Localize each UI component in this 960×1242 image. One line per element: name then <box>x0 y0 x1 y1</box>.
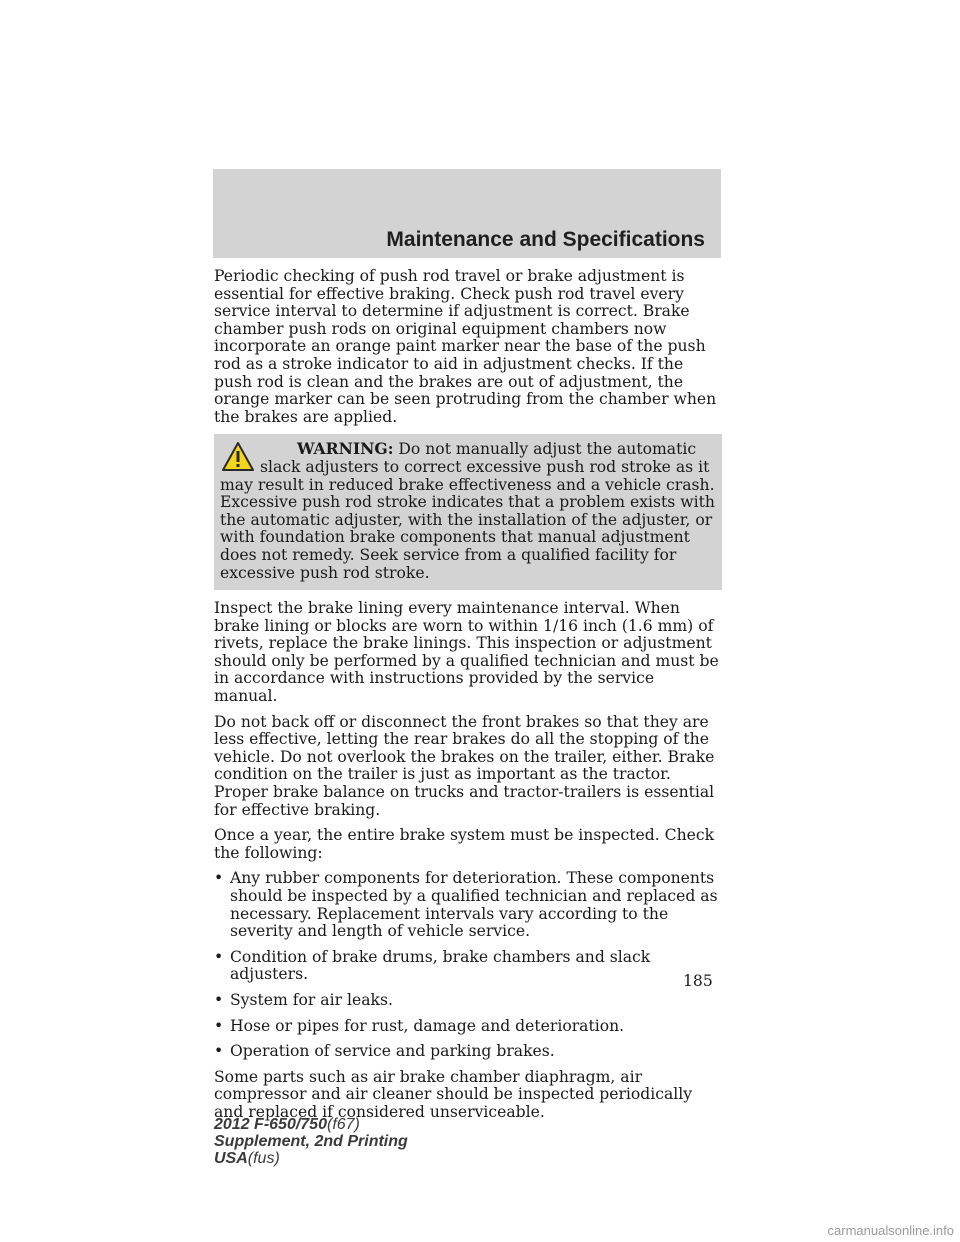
page-number: 185 <box>683 972 713 990</box>
list-item: • Any rubber components for deterioration. These components should be inspected by a qualified technician and replaced as necessary. Replacement intervals vary according to the severity and length of vehicle service. <box>214 869 718 941</box>
list-item: • Operation of service and parking brakes. <box>214 1042 555 1061</box>
section-header-band <box>213 169 721 258</box>
bullet-glyph: • <box>214 990 224 1009</box>
list-item: • Condition of brake drums, brake chambers and slack adjusters. <box>214 947 651 984</box>
bullet-glyph: • <box>214 869 224 888</box>
paragraph-annual-inspection: Once a year, the entire brake system must be inspected. Check the following: <box>214 826 715 862</box>
section-title: Maintenance and Specifications <box>386 228 705 251</box>
inspection-checklist <box>214 870 722 1060</box>
warning-triangle-icon <box>220 440 260 476</box>
paragraph-brake-lining: Inspect the brake lining every maintenance interval. When brake lining or blocks are worn to within 1/16 inch (1.6 mm) of rivets, replace the brake linings. This inspection or adjustment should only be performed by a qualified technician and must be in accordance with instructions provided by the service manual. <box>214 599 719 706</box>
bullet-glyph: • <box>214 947 224 966</box>
list-item: • System for air leaks. <box>214 990 393 1009</box>
paragraph-front-brakes: Do not back off or disconnect the front brakes so that they are less effective, letting the rear brakes do all the stopping of the vehicle. Do not overlook the brakes on the trailer, either. Brake condition on the trailer is just as important as the tractor. Proper brake balance on trucks and tractor-trailers is essential for effective braking. <box>214 712 715 819</box>
print-footer: 2012 F-650/750(f67) Supplement, 2nd Printing USA(fus) <box>214 1116 408 1167</box>
warning-box <box>214 434 722 590</box>
paragraph-push-rod: Periodic checking of push rod travel or brake adjustment is essential for effective braking. Check push rod travel every service interval to determine if adjustment is correct. Brake chamber push rods on original equipment chambers now incorporate an orange paint marker near the base of the push rod as a stroke indicator to aid in adjustment checks. If the push rod is clean and the brakes are out of adjustment, the orange marker can be seen protruding from the chamber when the brakes are applied. <box>214 267 717 426</box>
watermark-link[interactable]: carmanualsonline.info <box>827 1223 954 1238</box>
page-content <box>214 268 722 1130</box>
list-item: • Hose or pipes for rust, damage and deterioration. <box>214 1016 625 1035</box>
warning-label: WARNING: <box>297 439 394 459</box>
bullet-glyph: • <box>214 1042 224 1061</box>
paragraph-parts-inspection: Some parts such as air brake chamber diaphragm, air compressor and air cleaner should be inspected periodically and replaced if considered unserviceable. <box>214 1067 693 1121</box>
bullet-glyph: • <box>214 1016 224 1035</box>
warning-text: Do not manually adjust the automatic slack adjusters to correct excessive push rod stroke as it may result in reduced brake effectiveness and a vehicle crash. Excessive push rod stroke indicates that a problem exists with the automatic adjuster, with the installation of the adjuster, or with foundation brake components that manual adjustment does not remedy. Seek service from a qualified facility for excessive push rod stroke. <box>220 440 715 582</box>
